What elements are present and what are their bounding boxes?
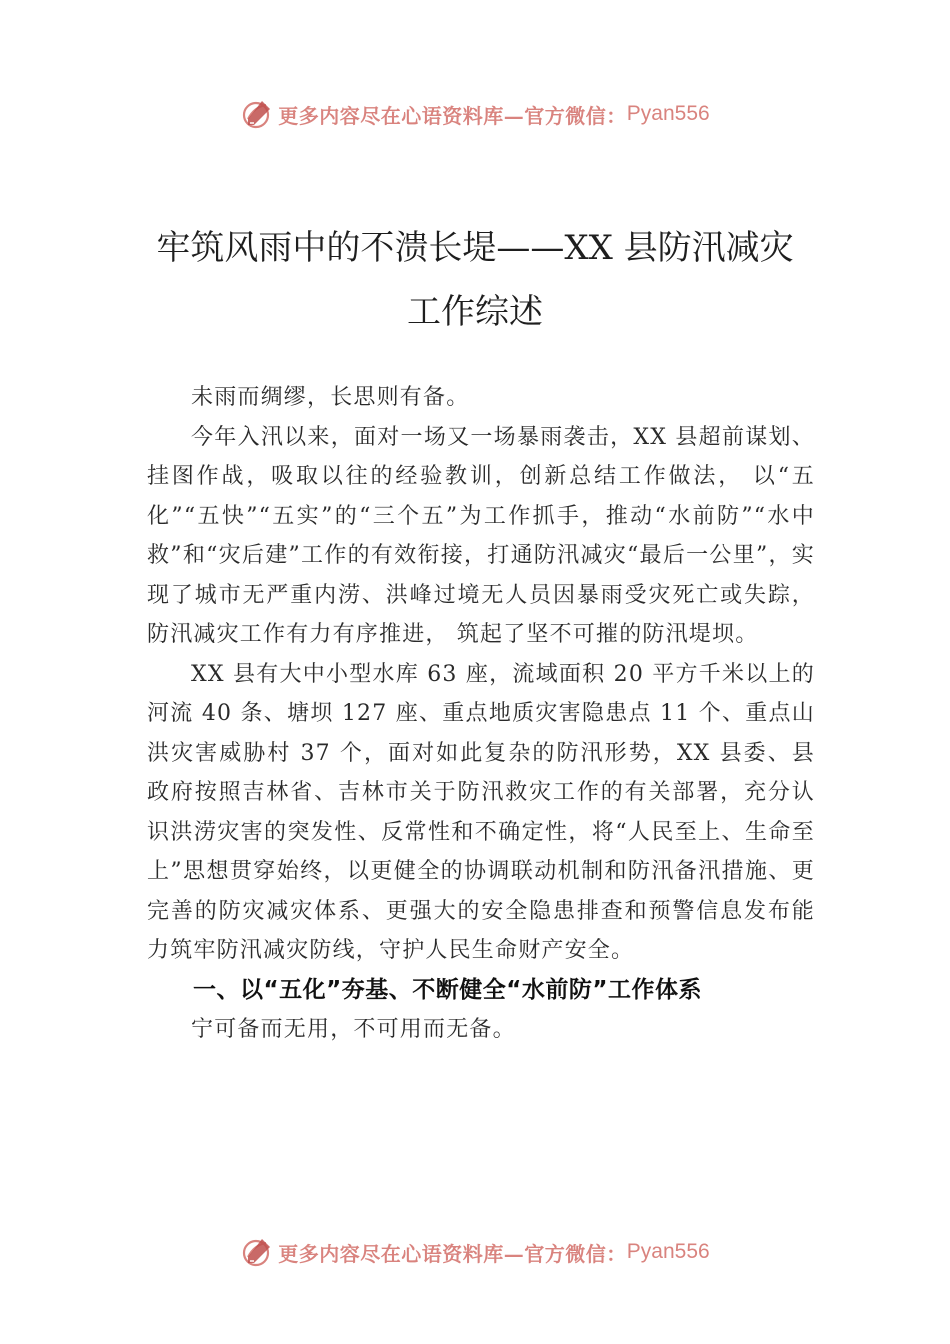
title-line-2: 工作综述 (407, 292, 543, 332)
pen-swirl-logo-icon (240, 1235, 274, 1269)
banner-wechat-id: Pyan556 (626, 102, 710, 125)
paragraph: 宁可备而无用，不可用而无备。 (191, 1017, 516, 1042)
document-title (100, 216, 850, 344)
footer-banner (0, 1232, 950, 1272)
paragraph: 未雨而绸缪，长思则有备。 (191, 385, 470, 410)
banner-text: 更多内容尽在心语资料库—官方微信： (278, 103, 627, 128)
document-body (147, 378, 815, 1050)
banner-wechat-id: Pyan556 (626, 1240, 710, 1263)
title-line-1: 牢筑风雨中的不溃长堤——XX 县防汛减灾 (156, 228, 794, 268)
pen-swirl-logo-icon (240, 97, 274, 131)
paragraph: 今年入汛以来，面对一场又一场暴雨袭击，XX 县超前谋划、挂图作战，吸取以往的经验教训，创新总结工作做法， 以“五化”“五快”“五实”的“三个五”为工作抓手，推动“水前防”“水中救”和“灾后建”工作的有效衔接，打通防汛减灾“最后一公里”，实现了城市无严重内涝、洪峰过境无人员因暴雨受灾死亡或失踪，防汛减灾工作有力有序推进， 筑起了坚不可摧的防汛堤坝。 (147, 424, 815, 647)
header-banner (0, 94, 950, 134)
paragraph: XX 县有大中小型水库 63 座，流域面积 20 平方千米以上的河流 40 条、塘坝 127 座、重点地质灾害隐患点 11 个、重点山洪灾害威胁村 37 个，面对如此复杂的防汛形势，XX 县委、县政府按照吉林省、吉林市关于防汛救灾工作的有关部署，充分认识洪涝灾害的突发性、反常性和不确定性，将“人民至上、生命至上”思想贯穿始终，以更健全的协调联动机制和防汛备汛措施、更完善的防灾减灾体系、更强大的安全隐患排查和预警信息发布能力筑牢防汛减灾防线，守护人民生命财产安全。 (147, 661, 815, 963)
section-heading: 一、以“五化”夯基、不断健全“水前防”工作体系 (193, 976, 702, 1003)
banner-text: 更多内容尽在心语资料库—官方微信： (278, 1241, 627, 1266)
